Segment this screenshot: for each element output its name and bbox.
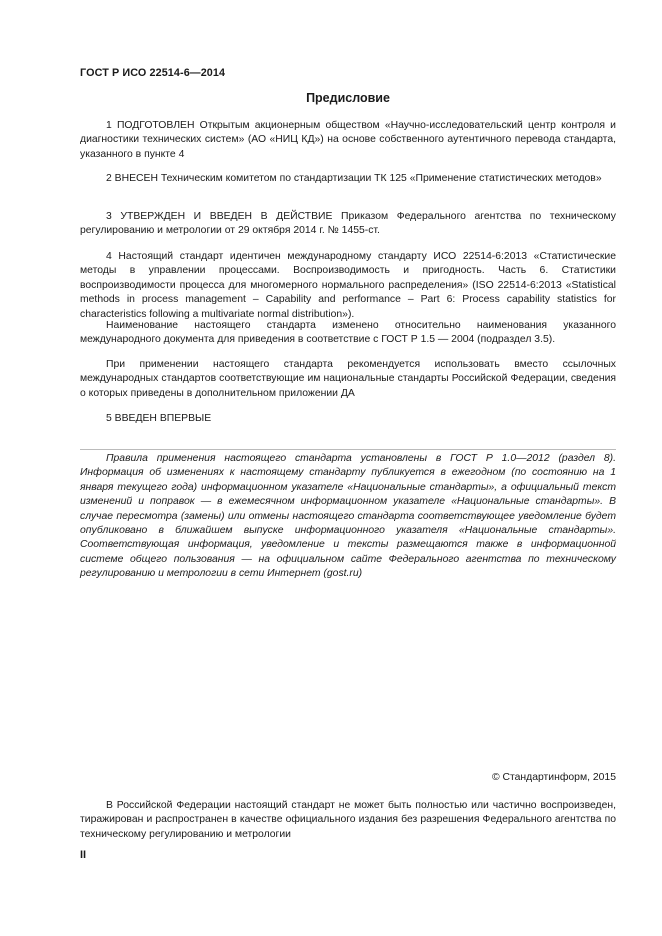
copyright: © Стандартинформ, 2015 (491, 772, 616, 783)
item-2-introduced: 2 ВНЕСЕН Техническим комитетом по стандартизации ТК 125 «Применение статистических методов» (106, 173, 602, 184)
page-number: II (80, 849, 87, 861)
item-4-name-change: Наименование настоящего стандарта изменено относительно наименования указанного международного документа для приведения в соответствие с ГОСТ Р 1.5 — 2004 (подраздел 3.5). (80, 320, 616, 346)
page-title: Предисловие (306, 91, 390, 105)
item-4-identical: 4 Настоящий стандарт идентичен международному стандарту ИСО 22514-6:2013 «Статистические методы в управлении процессами. Воспроизводимость и пригодность. Часть 6. Статистики воспроизводимости процесса для многомерного нормального распределения» (ISO 22514-6:2013 «Statistical methods in process management – Capability and performance – Part 6: Process capability statistics for characteristics following a multivariate normal distribution»). (80, 251, 616, 320)
item-3-approved: 3 УТВЕРЖДЕН И ВВЕДЕН В ДЕЙСТВИЕ Приказом Федерального агентства по техническому регулированию и метрологии от 29 октября 2014 г. № 1455-ст. (80, 211, 616, 237)
item-5-first-introduced: 5 ВВЕДЕН ВПЕРВЫЕ (106, 413, 212, 424)
divider (80, 449, 616, 450)
rules-of-application-note: Правила применения настоящего стандарта установлены в ГОСТ Р 1.0—2012 (раздел 8). Информация об изменениях к настоящему стандарту публикуется в ежегодном (по состоянию на 1 января текущего года) информационном указателе «Национальные стандарты», а официальный текст изменений и поправок — в ежемесячном информационном указателе «Национальные стандарты». В случае пересмотра (замены) или отмены настоящего стандарта соответствующее уведомление будет опубликовано в ближайшем выпуске информационного указателя «Национальные стандарты». Соответствующая информация, уведомление и тексты размещаются также в информационной системе общего пользования — на официальном сайте Федерального агентства по техническому регулированию и метрологии в сети Интернет (gost.ru) (80, 453, 616, 580)
reproduction-notice: В Российской Федерации настоящий стандарт не может быть полностью или частично воспроизведен, тиражирован и распространен в качестве официального издания без разрешения Федерального агентства по техническому регулированию и метрологии (80, 800, 616, 840)
item-1-prepared: 1 ПОДГОТОВЛЕН Открытым акционерным обществом «Научно-исследовательский центр контроля и диагностики технических систем» (АО «НИЦ КД») на основе собственного аутентичного перевода стандарта, указанного в пункте 4 (80, 120, 616, 160)
standard-header: ГОСТ Р ИСО 22514-6—2014 (80, 67, 226, 79)
item-4-references: При применении настоящего стандарта рекомендуется использовать вместо ссылочных международных стандартов соответствующие им национальные стандарты Российской Федерации, сведения о которых приведены в дополнительном приложении ДА (80, 359, 616, 399)
